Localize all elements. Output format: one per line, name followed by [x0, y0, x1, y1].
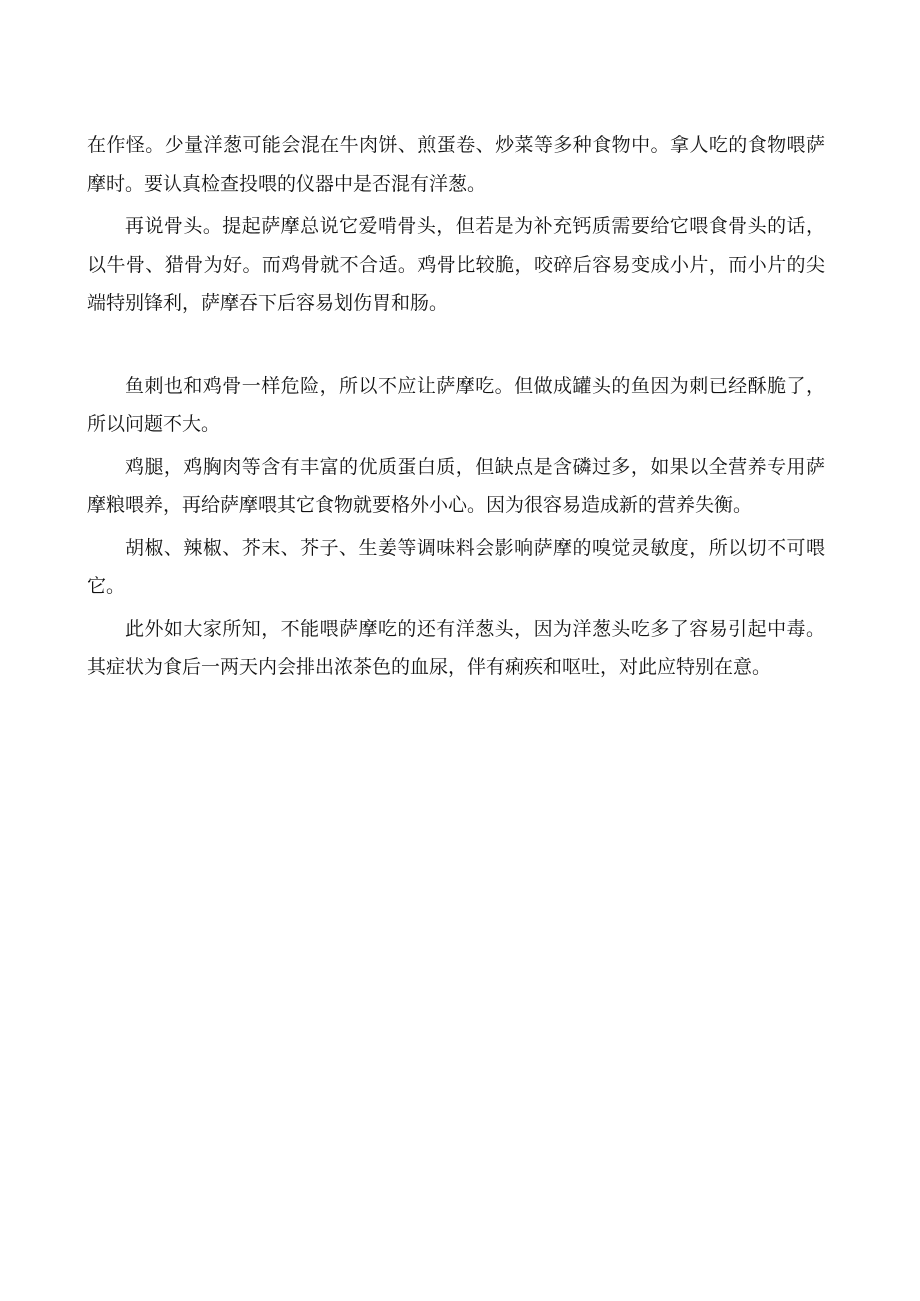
paragraph-bones: 再说骨头。提起萨摩总说它爱啃骨头，但若是为补充钙质需要给它喂食骨头的话，以牛骨、猎骨为好。而鸡骨就不合适。鸡骨比较脆，咬碎后容易变成小片，而小片的尖端特别锋利，萨摩吞下后容易划伤胃和肠。 [87, 215, 825, 314]
paragraph-seasonings: 胡椒、辣椒、芥末、芥子、生姜等调味料会影响萨摩的嗅觉灵敏度，所以切不可喂它。 [87, 536, 825, 597]
paragraph-chicken-meat: 鸡腿，鸡胸肉等含有丰富的优质蛋白质，但缺点是含磷过多，如果以全营养专用萨摩粮喂养，再给萨摩喂其它食物就要格外小心。因为很容易造成新的营养失衡。 [87, 455, 825, 516]
paragraph-onions: 此外如大家所知，不能喂萨摩吃的还有洋葱头，因为洋葱头吃多了容易引起中毒。其症状为食后一两天内会排出浓茶色的血尿，伴有痢疾和呕吐，对此应特别在意。 [87, 617, 825, 678]
paragraph-fish-bones: 鱼刺也和鸡骨一样危险，所以不应让萨摩吃。但做成罐头的鱼因为刺已经酥脆了，所以问题不大。 [87, 374, 825, 435]
paragraph-onion-continuation: 在作怪。少量洋葱可能会混在牛肉饼、煎蛋卷、炒菜等多种食物中。拿人吃的食物喂萨摩时。要认真检查投喂的仪器中是否混有洋葱。 [87, 134, 825, 195]
paragraph-gap [87, 327, 825, 367]
document-body [87, 126, 825, 691]
